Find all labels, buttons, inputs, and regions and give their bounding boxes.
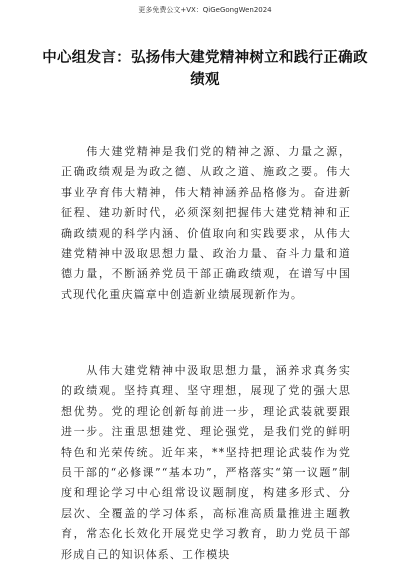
- document-title: 中心组发言：弘扬伟大建党精神树立和践行正确政绩观: [42, 50, 368, 88]
- header-note: 更多免费公文+VX：QiGeGongWen2024: [138, 6, 272, 14]
- body-paragraph-1: 伟大建党精神是我们党的精神之源、力量之源，正确政绩观是为政之德、从政之道、施政之要。伟大事业孕育伟大精神，伟大精神涵养品格修为。奋进新征程、建功新时代，必须深刻把握伟大建党精神和正确政绩观的科学内涵、价值取向和实践要求，从伟大建党精神中汲取思想力量、政治力量、奋斗力量和道德力量，不断涵养党员干部正确政绩观，在谱写中国式现代化重庆篇章中创造新业绩展现新作为。: [61, 145, 351, 301]
- body-paragraph-2: 从伟大建党精神中汲取思想力量，涵养求真务实的政绩观。坚持真理、坚守理想，展现了党的强大思想优势。党的理论创新每前进一步，理论武装就要跟进一步。注重思想建党、理论强党，是我们党的鲜明特色和光荣传统。近年来，**坚持把理论武装作为党员干部的“必修课”“基本功”，严格落实“第一议题”制度和理论学习中心组常设议题制度，构建多形式、分层次、全覆盖的学习体系，高标准高质量推进主题教育，常态化长效化开展党史学习教育，助力党员干部形成自己的知识体系、工作模块: [61, 364, 351, 561]
